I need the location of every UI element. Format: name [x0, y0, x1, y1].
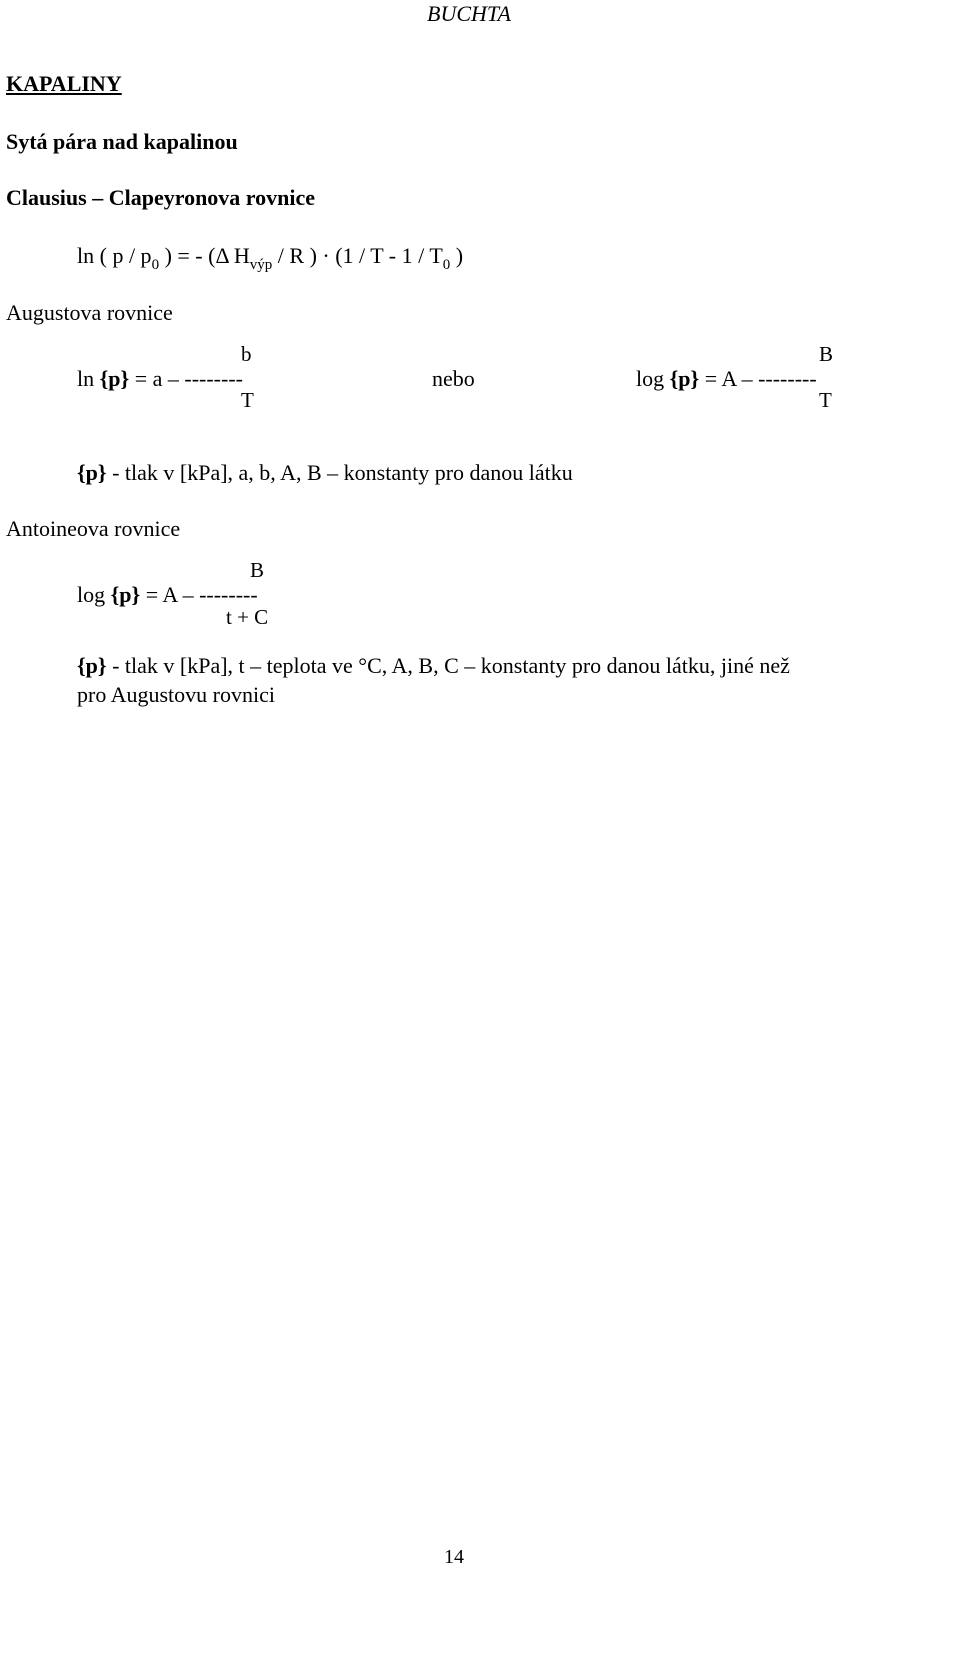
antoine-lhs: log	[77, 582, 111, 607]
antoine-heading: Antoineova rovnice	[6, 516, 181, 541]
august-right-p: {p}	[669, 366, 700, 391]
august-right-rhs: = A – --------	[699, 366, 817, 391]
antoine-equation	[77, 584, 258, 606]
section-subtitle: Sytá pára nad kapalinou	[6, 129, 238, 154]
august-right-denominator: T	[819, 388, 832, 412]
clausius-eq-part4: )	[450, 243, 464, 268]
antoine-denominator: t + C	[226, 605, 269, 629]
august-note-text: - tlak v [kPa], a, b, A, B – konstanty pro danou látku	[106, 460, 573, 485]
august-left-p: {p}	[99, 366, 130, 391]
august-note-p: {p}	[77, 460, 107, 485]
august-left-rhs: = a – --------	[129, 366, 243, 391]
clausius-equation	[77, 243, 464, 273]
august-left-equation	[77, 368, 243, 390]
clausius-eq-sub0b: 0	[442, 257, 451, 273]
clausius-eq-part3: / R ) · (1 / T - 1 / T	[272, 243, 443, 268]
antoine-note-p: {p}	[77, 653, 107, 678]
clausius-eq-part2: ) = - (Δ H	[159, 243, 250, 268]
page-number: 14	[444, 1546, 464, 1568]
august-left-numerator: b	[241, 342, 252, 366]
clausius-eq-part1: ln ( p / p	[77, 243, 152, 268]
august-right-numerator: B	[819, 342, 834, 366]
august-note	[77, 462, 573, 484]
section-title: KAPALINY	[6, 71, 122, 96]
clausius-eq-sub-vyp: výp	[249, 257, 273, 273]
clausius-eq-sub0: 0	[151, 257, 160, 273]
running-title: BUCHTA	[427, 1, 511, 26]
antoine-numerator: B	[250, 558, 265, 582]
august-left-lhs: ln	[77, 366, 100, 391]
antoine-note-text: - tlak v [kPa], t – teplota ve °C, A, B, C – konstanty pro danou látku, jiné než	[106, 653, 790, 678]
antoine-rhs: = A – --------	[140, 582, 258, 607]
august-right-lhs: log	[636, 366, 670, 391]
antoine-note	[77, 655, 790, 677]
august-or: nebo	[432, 366, 475, 391]
antoine-p: {p}	[110, 582, 141, 607]
august-right-equation	[636, 368, 817, 390]
clausius-heading: Clausius – Clapeyronova rovnice	[6, 185, 316, 210]
august-left-denominator: T	[241, 388, 254, 412]
august-heading: Augustova rovnice	[6, 300, 173, 325]
antoine-note-line2: pro Augustovu rovnici	[77, 682, 275, 707]
